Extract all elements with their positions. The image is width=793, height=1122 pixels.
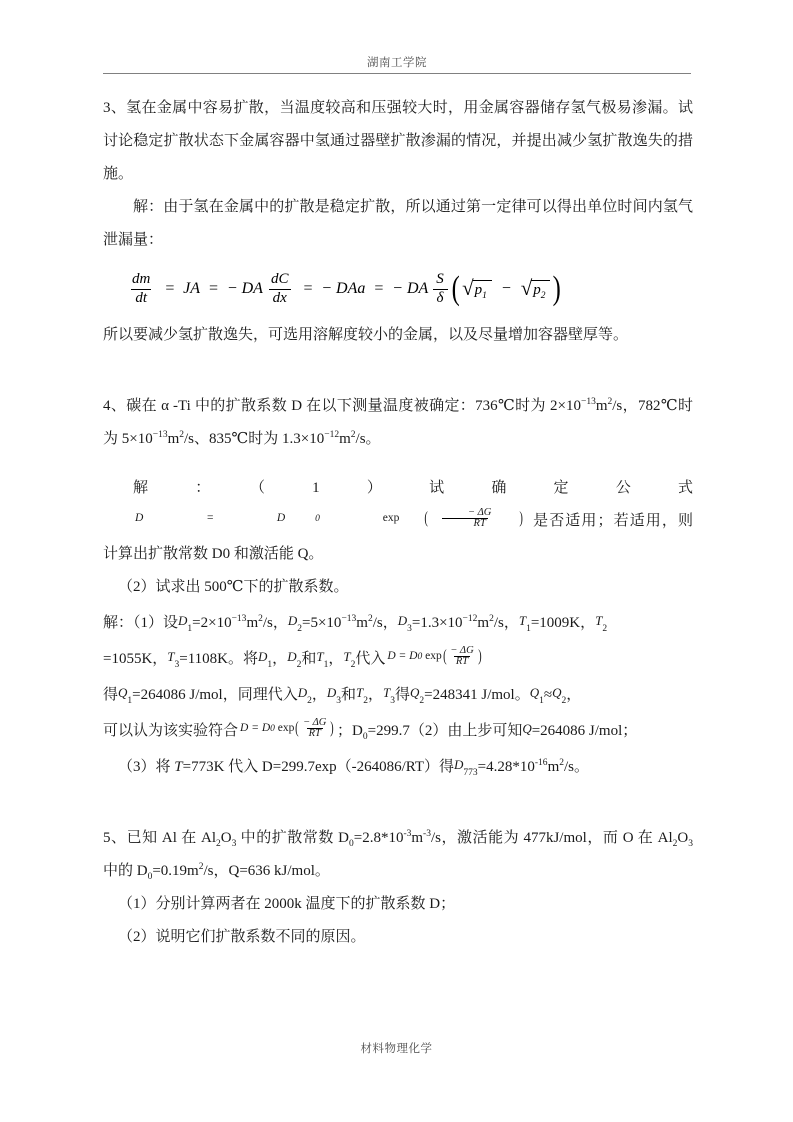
fraction-numerator: dm — [132, 270, 151, 287]
term-minus-DA-2: − DA — [392, 280, 429, 297]
question-4-sub1: 解：（1）试确定公式 D = D 0 exp ( − ΔG RT ) 是否适用；若适用，则计算出扩散常数 D0 和激活能 Q。 — [103, 480, 693, 562]
spacer — [103, 456, 693, 472]
radicand: $p_1$ — [473, 280, 492, 299]
formula-arrhenius-inline-2: D = D 0 exp ( − ΔG RT ) — [387, 644, 482, 668]
formula-arrhenius-inline-1: D = D 0 exp ( − ΔG RT ) — [135, 506, 524, 530]
term-minus-DAa: − DAa — [321, 280, 366, 297]
question-4-solution-line1: 解：（1）设$D_1=2\times 10^{-13}m^2/s$，$D_2=5\times 10^{-13}m^2/s$，$D_3=1.3\times 10^{-12}m^2/s$，$T_1=1009K$，$T_2$ — [103, 613, 608, 634]
radicand: $p_2$ — [531, 280, 550, 299]
fraction-numerator: S — [436, 270, 444, 287]
page-footer: 材料物理化学 — [360, 1043, 433, 1055]
fraction-dC-dx — [267, 272, 293, 307]
equals-sign-4: = — [373, 280, 385, 297]
spacer — [103, 784, 693, 822]
header-institution-name: 湖南工学院 — [367, 57, 427, 69]
question-5-sub1: （1）分别计算两者在 2000k 温度下的扩散系数 D； — [118, 896, 456, 912]
equals-sign-1: = — [164, 280, 176, 297]
page-header — [103, 56, 691, 74]
header-divider — [103, 73, 691, 74]
fraction-denominator: dt — [131, 289, 151, 307]
fraction-S-delta — [432, 272, 448, 307]
radical-sign-icon: √ — [520, 275, 533, 300]
sqrt-p1 — [462, 275, 492, 301]
question-4-sub2: （2）试求出 500℃下的扩散系数。 — [118, 579, 349, 595]
equation-fick-first-law — [103, 263, 693, 315]
fraction-denominator: dx — [269, 289, 291, 307]
spacer — [103, 352, 693, 390]
right-paren: ) — [553, 270, 562, 308]
minus-sign: − — [500, 280, 512, 297]
radical-sign-icon: √ — [462, 275, 474, 300]
equals-sign-2: = — [208, 280, 219, 297]
left-paren: ( — [451, 270, 460, 308]
question-4-solution-line4: 可以认为该实验符合 D = D 0 exp ( − ΔG RT ) ；$D_0=299.7(2)$由上步可知Q=264086 J/mol； — [103, 716, 638, 742]
formula-arrhenius-inline-3: D = D 0 exp ( − ΔG RT ) — [240, 716, 334, 740]
question-3-solution-intro: 解：由于氢在金属中的扩散是稳定扩散，所以通过第一定律可以得出单位时间内氢气泄漏量： — [103, 199, 693, 248]
fraction-numerator: dC — [270, 270, 289, 287]
equals-sign-3: = — [302, 280, 314, 297]
question-5-text: 5、已知 Al 在 $Al_2O_3$ 中的扩散常数 $D_0=2.8*10^{-3}m^{-3}/s$，激活能为 477kJ/mol，而 O 在 $Al_2O_3$ 中的 $D_0=0.19m^2/s$，Q=636 kJ/mol。 — [103, 829, 693, 882]
question-4-solution-line5: （3）将 T=773K 代入 D=299.7exp（-264086/RT）得$D_{773}=4.28*10^{-16}m^2/s$。 — [118, 757, 589, 778]
question-5-sub2: （2）说明它们扩散系数不同的原因。 — [118, 929, 366, 945]
question-4-solution-line3: 得$Q_1=264086$ J/mol，同理代入$D_2$，$D_3$和$T_2$，$T_3$得$Q_2=248341$ J/mol。$Q_1\approx Q_2$， — [103, 685, 582, 706]
sqrt-p2 — [520, 275, 551, 301]
question-4-text: 4、碳在 α -Ti 中的扩散系数 D 在以下测量温度被确定：736℃时为 $2\times 10^{-13}m^2/s$，782℃时为 $5\times 10^{-13}m^2/s$、835℃时为 $1.3\times 10^{-12}m^2/s$。 — [103, 397, 693, 447]
question-4-solution-line2: =1055K，$T_3=1108K$。将$D_1$，$D_2$和$T_1$，$T_2$代入 D = D 0 exp ( − ΔG RT ) — [103, 644, 482, 670]
document-content — [103, 92, 693, 954]
term-minus-DA: − DA — [226, 280, 263, 297]
question-3-text: 3、氢在金属中容易扩散，当温度较高和压强较大时，用金属容器储存氢气极易渗漏。试讨论稳定扩散状态下金属容器中氢通过器壁扩散渗漏的情况，并提出减少氢扩散逸失的措施。 — [103, 100, 693, 182]
fraction-dm-dt — [128, 272, 154, 307]
question-3-conclusion: 所以要减少氢扩散逸失，可选用溶解度较小的金属，以及尽量增加容器壁厚等。 — [103, 327, 629, 343]
fraction-denominator: δ — [433, 289, 448, 307]
term-JA: JA — [183, 280, 201, 297]
